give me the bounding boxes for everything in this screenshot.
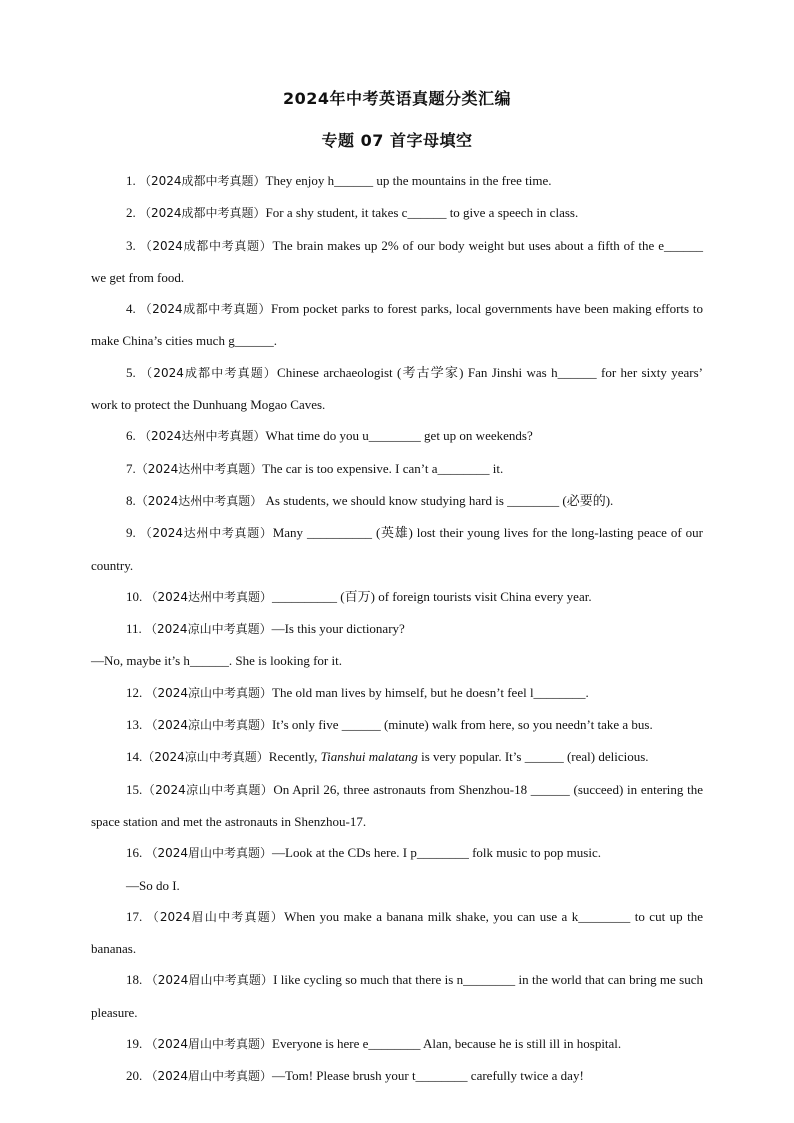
question-text: The old man lives by himself, but he doesn’t feel l________. <box>272 684 589 700</box>
question-number: 2. <box>126 205 136 221</box>
question-item <box>91 230 703 294</box>
question-source: （2024凉山中考真题） <box>145 685 273 700</box>
question-source: （2024成都中考真题） <box>139 174 266 188</box>
question-number: 4. <box>126 301 136 317</box>
question-source: （2024凉山中考真题） <box>142 750 269 765</box>
question-text: What time do you u________ get up on weekends? <box>265 428 533 444</box>
question-item <box>91 774 703 838</box>
question-text: They enjoy h______ up the mountains in the free time. <box>265 173 552 188</box>
question-text: I like cycling so much that there is n________ in the world that can bring me such pleasure. <box>91 972 703 1020</box>
question-number: 19. <box>126 1036 143 1052</box>
question-source: （2024眉山中考真题） <box>146 909 285 924</box>
question-text: As students, we should know studying hard is ________ (必要的). <box>262 492 614 508</box>
question-text: Everyone is here e________ Alan, because he is still ill in hospital. <box>272 1036 622 1052</box>
question-text: The car is too expensive. I can’t a________ it. <box>262 460 504 476</box>
question-item <box>91 485 703 517</box>
question-item <box>91 613 703 645</box>
question-text: When you make a banana milk shake, you can use a k________ to cut up the bananas. <box>91 908 703 957</box>
question-item <box>91 741 703 773</box>
question-number: 15. <box>126 781 143 797</box>
question-source: （2024凉山中考真题） <box>142 782 274 797</box>
question-number: 17. <box>126 908 143 924</box>
question-text-pre: Recently, <box>268 749 321 765</box>
question-text: —Tom! Please brush your t________ carefully twice a day! <box>272 1068 584 1084</box>
question-number: 12. <box>126 684 143 700</box>
question-item <box>91 677 703 709</box>
question-item <box>91 581 703 613</box>
question-number: 6. <box>126 428 136 444</box>
question-text: Many __________ (英雄) lost their young lives for the long-lasting peace of our country. <box>91 525 704 573</box>
page-title: 2024年中考英语真题分类汇编 <box>282 89 512 108</box>
question-source: （2024成都中考真题） <box>140 365 278 380</box>
question-source: （2024眉山中考真题） <box>145 846 273 861</box>
question-item <box>91 357 703 421</box>
question-item <box>91 1060 703 1092</box>
question-text: __________ (百万) of foreign tourists visit China every year. <box>272 588 592 604</box>
question-text-post: is very popular. It’s ______ (real) delicious. <box>417 749 649 765</box>
question-source: （2024成都中考真题） <box>139 238 273 253</box>
question-text-emphasis: Tianshui malatang <box>320 749 418 765</box>
question-number: 9. <box>126 525 136 541</box>
question-text: —Look at the CDs here. I p________ folk music to pop music. <box>272 845 601 861</box>
question-item <box>91 293 703 357</box>
question-item <box>91 165 703 197</box>
question-number: 11. <box>126 621 142 637</box>
question-number: 10. <box>126 588 143 604</box>
question-number: 13. <box>126 717 143 733</box>
question-source: （2024眉山中考真题） <box>145 1069 273 1084</box>
question-item <box>91 709 703 741</box>
question-item <box>91 453 703 485</box>
question-item <box>91 1028 703 1060</box>
question-source: （2024达州中考真题） <box>135 461 263 476</box>
question-source: （2024眉山中考真题） <box>145 973 274 988</box>
question-number: 1. <box>126 173 136 188</box>
question-source: （2024成都中考真题） <box>139 302 272 317</box>
question-number: 3. <box>126 237 136 253</box>
question-number: 14. <box>126 749 143 765</box>
question-text: It’s only five ______ (minute) walk from here, so you needn’t take a bus. <box>272 717 653 733</box>
question-source: （2024达州中考真题） <box>139 429 266 444</box>
question-list <box>91 165 703 1093</box>
dialogue-reply: —So do I. <box>126 877 180 893</box>
question-source: （2024眉山中考真题） <box>145 1037 273 1052</box>
question-number: 8. <box>126 492 136 508</box>
question-item <box>91 964 703 1028</box>
question-text: Chinese archaeologist (考古学家) Fan Jinshi was h______ for her sixty years’ work to protect the Dunhuang Mogao Caves. <box>91 364 703 413</box>
dialogue-reply: —No, maybe it’s h______. She is looking for it. <box>91 653 342 669</box>
question-text: —Is this your dictionary? <box>271 621 405 637</box>
question-number: 5. <box>126 364 136 380</box>
question-source: （2024达州中考真题） <box>145 589 273 604</box>
question-source: （2024达州中考真题） <box>139 526 273 541</box>
question-number: 7. <box>126 460 136 476</box>
question-text: For a shy student, it takes c______ to give a speech in class. <box>265 205 579 221</box>
question-number: 18. <box>126 972 143 988</box>
question-source: （2024达州中考真题） <box>135 493 263 508</box>
page-subtitle: 专题 07 首字母填空 <box>321 131 473 150</box>
question-number: 16. <box>126 845 143 861</box>
question-source: （2024凉山中考真题） <box>145 718 273 733</box>
question-text: From pocket parks to forest parks, local governments have been making efforts to make China’s cities much g______. <box>91 301 703 349</box>
question-text: The brain makes up 2% of our body weight but uses about a fifth of the e______ we get from food. <box>91 237 703 285</box>
question-item <box>91 420 703 452</box>
question-item <box>91 901 703 965</box>
question-text: On April 26, three astronauts from Shenzhou-18 ______ (succeed) in entering the space station and met the astronauts in Shenzhou-17. <box>91 781 703 829</box>
question-source: （2024凉山中考真题） <box>145 622 272 637</box>
question-item <box>91 517 703 581</box>
question-source: （2024成都中考真题） <box>139 206 266 221</box>
question-item <box>91 837 703 869</box>
question-item <box>91 197 703 229</box>
question-number: 20. <box>126 1068 143 1084</box>
